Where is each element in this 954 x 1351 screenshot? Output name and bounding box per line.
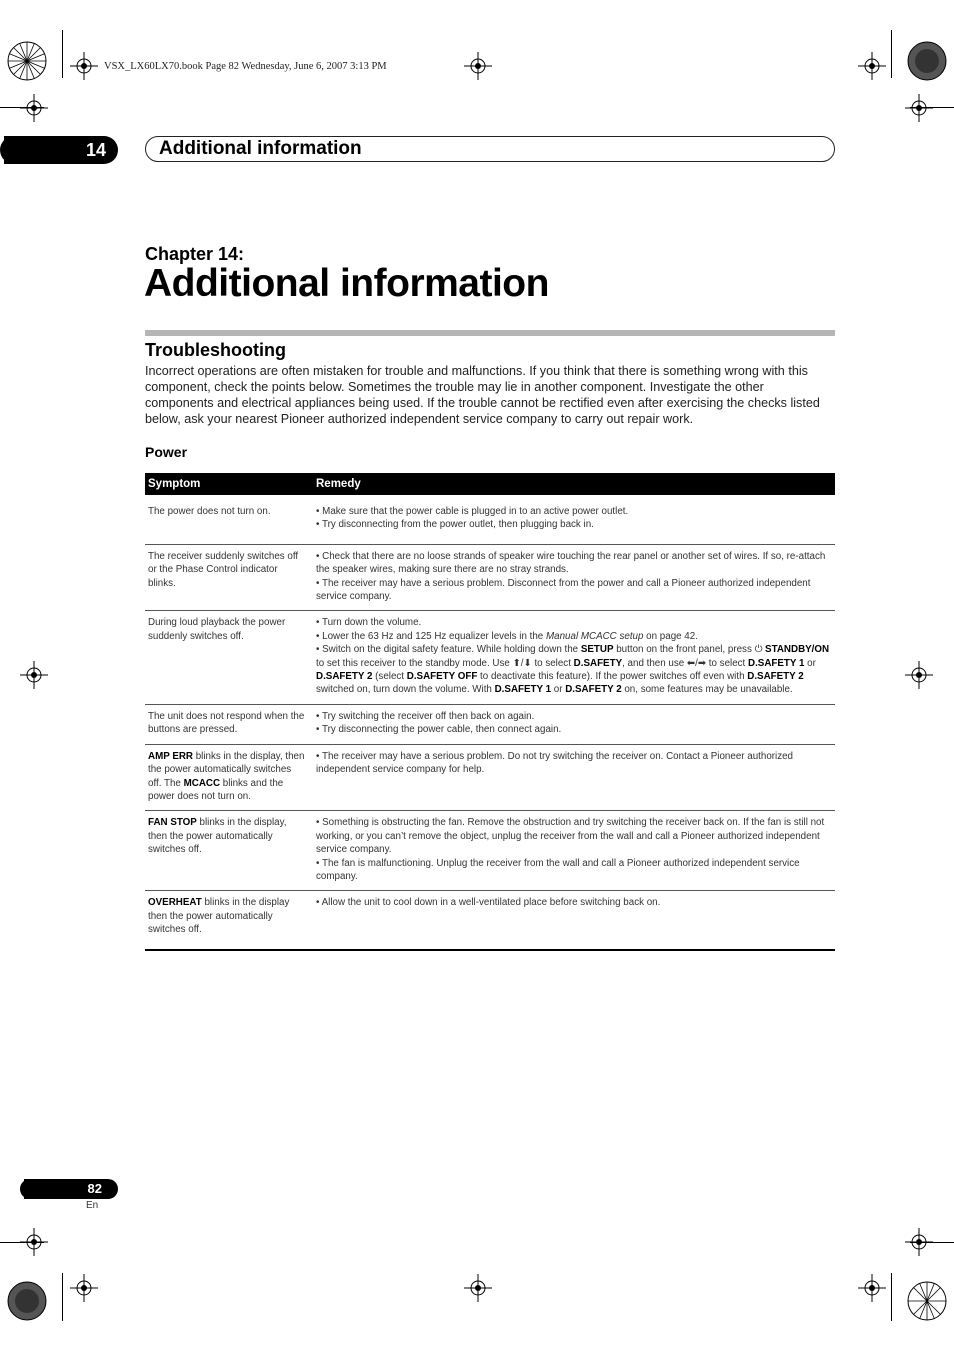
remedy-cell: [309, 611, 835, 704]
crosshair-target-icon: [905, 1228, 933, 1256]
registration-mark-icon: [6, 40, 48, 82]
symptom-cell: The receiver suddenly switches off or the Phase Control indicator blinks.: [145, 544, 309, 611]
crosshair-target-icon: [70, 1274, 98, 1302]
table-row: [145, 611, 835, 704]
remedy-item: • Try disconnecting the power cable, then connect again.: [316, 724, 562, 736]
symptom-column-header: Symptom: [145, 473, 309, 495]
remedy-cell: [309, 495, 835, 544]
running-section-title: Additional information: [145, 136, 835, 162]
crosshair-target-icon: [905, 661, 933, 689]
chapter-title: Additional information: [144, 262, 549, 305]
crosshair-target-icon: [858, 52, 886, 80]
remedy-cell: [309, 704, 835, 744]
symptom-cell: The power does not turn on.: [145, 495, 309, 544]
remedy-item: • Lower the 63 Hz and 125 Hz equalizer levels in the Manual MCACC setup on page 42.: [316, 630, 698, 642]
symptom-cell: OVERHEAT blinks in the display then the power automatically switches off.: [145, 891, 309, 950]
remedy-cell: [309, 891, 835, 950]
remedy-item: • Try switching the receiver off then back on again.: [316, 710, 535, 722]
remedy-item: • Something is obstructing the fan. Remove the obstruction and try switching the receiver back on. If the fan is still not working, or you can’t remove the object, unplug the receiver from the wall and call a Pioneer authorized independent service company.: [316, 817, 825, 856]
remedy-item: • The fan is malfunctioning. Unplug the receiver from the wall and call a Pioneer authorized independent service company.: [316, 857, 800, 882]
power-troubleshooting-table: [145, 473, 835, 951]
table-row: [145, 544, 835, 611]
table-row: [145, 891, 835, 950]
remedy-item: • Make sure that the power cable is plugged in to an active power outlet.: [316, 506, 629, 517]
crosshair-target-icon: [20, 94, 48, 122]
crosshair-target-icon: [20, 1228, 48, 1256]
symptom-cell: During loud playback the power suddenly switches off.: [145, 611, 309, 704]
crosshair-target-icon: [70, 52, 98, 80]
remedy-item: • The receiver may have a serious problem. Do not try switching the receiver on. Contact a Pioneer authorized independent service company for help.: [316, 750, 794, 776]
crosshair-target-icon: [20, 661, 48, 689]
remedy-cell: [309, 744, 835, 811]
remedy-cell: [309, 811, 835, 891]
language-code: En: [86, 1200, 99, 1211]
troubleshooting-intro: Incorrect operations are often mistaken for trouble and malfunctions. If you think that there is something wrong with this component, check the points below. Sometimes the trouble may lie in another component. Investigate the other components and electrical appliances being used. If the trouble cannot be rectified even after exercising the checks listed below, ask your nearest Pioneer authorized independent service company to carry out repair work.: [145, 364, 820, 426]
remedy-item: • Check that there are no loose strands of speaker wire touching the rear panel or another set of wires. If so, re-attach the speaker wires, making sure there are no stray strands.: [316, 550, 826, 576]
symptom-cell: AMP ERR blinks in the display, then the power automatically switches off. The MCACC blinks and the power does not turn on.: [145, 744, 309, 811]
remedy-item: • Turn down the volume.: [316, 617, 422, 629]
symptom-cell: FAN STOP blinks in the display, then the power automatically switches off.: [145, 811, 309, 891]
table-row: [145, 811, 835, 891]
power-heading: Power: [145, 444, 188, 460]
troubleshooting-heading: Troubleshooting: [145, 340, 286, 360]
print-file-info: VSX_LX60LX70.book Page 82 Wednesday, June 6, 2007 3:13 PM: [104, 61, 387, 72]
crosshair-target-icon: [464, 52, 492, 80]
table-header-row: [145, 473, 835, 495]
remedy-column-header: Remedy: [309, 473, 835, 495]
table-row: [145, 495, 835, 544]
crosshair-target-icon: [905, 94, 933, 122]
table-row: [145, 744, 835, 811]
section-divider: [145, 330, 835, 336]
remedy-item: • Try disconnecting from the power outlet, then plugging back in.: [316, 519, 594, 531]
crosshair-target-icon: [858, 1274, 886, 1302]
registration-mark-icon: [906, 1280, 948, 1322]
remedy-item: • Switch on the digital safety feature. While holding down the SETUP button on the front panel, press ⏻ STANDBY/ON to set this receiver to the standby mode. Use ⬆/⬇ to select D.SAFETY, and then use ⬅/➡ to select D.SAFETY 1 or D.SAFETY 2 (select D.SAFETY OFF to deactivate this feature). If the power switches off even with D.SAFETY 2 switched on, turn down the volume. With D.SAFETY 1 or D.SAFETY 2 on, some features may be unavailable.: [316, 644, 830, 696]
chapter-label: Chapter 14:: [145, 244, 245, 264]
registration-mark-icon: [6, 1280, 48, 1322]
remedy-cell: [309, 544, 835, 611]
table-row: [145, 704, 835, 744]
chapter-number-tab: 14: [4, 136, 118, 164]
registration-mark-icon: [906, 40, 948, 82]
crosshair-target-icon: [464, 1274, 492, 1302]
page-number: 82: [24, 1179, 118, 1199]
symptom-cell: The unit does not respond when the buttons are pressed.: [145, 704, 309, 744]
manual-mcacc-reference: Manual MCACC setup: [545, 630, 644, 642]
remedy-item: • The receiver may have a serious problem. Disconnect from the power and call a Pioneer authorized independent service company.: [316, 577, 811, 603]
remedy-item: • Allow the unit to cool down in a well-ventilated place before switching back on.: [316, 897, 661, 909]
